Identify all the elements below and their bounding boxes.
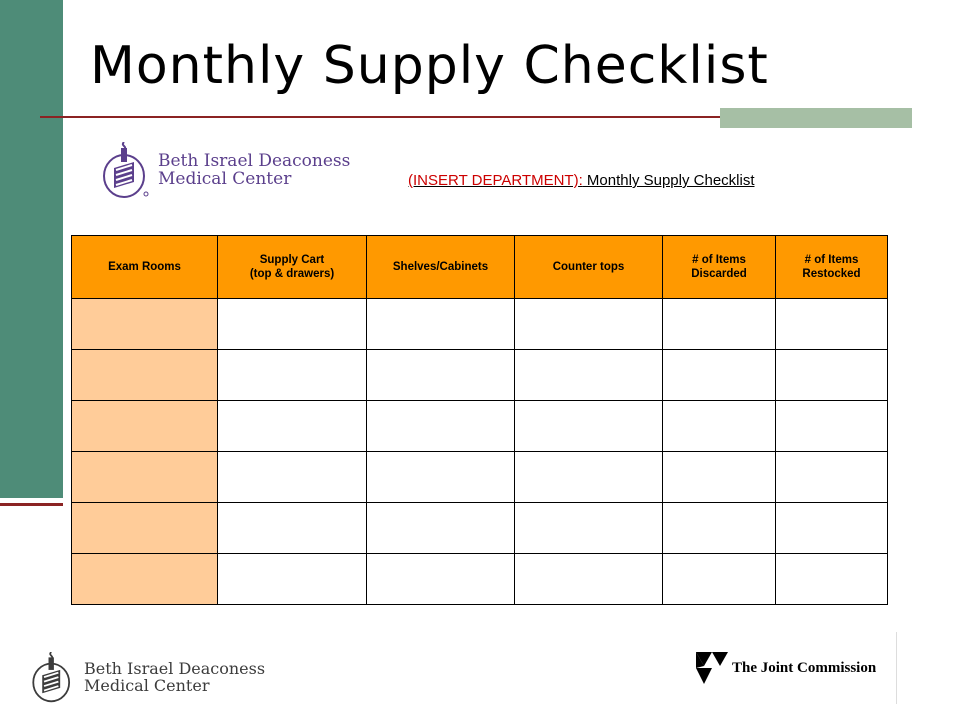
table-cell[interactable] xyxy=(72,554,218,605)
title-accent-block xyxy=(720,108,912,128)
table-cell[interactable] xyxy=(218,401,367,452)
table-cell[interactable] xyxy=(367,452,515,503)
table-cell[interactable] xyxy=(663,401,776,452)
department-separator: : xyxy=(578,172,583,189)
table-cell[interactable] xyxy=(515,299,663,350)
table-row xyxy=(72,401,888,452)
table-cell[interactable] xyxy=(218,350,367,401)
table-cell[interactable] xyxy=(776,299,888,350)
department-heading-text: Monthly Supply Checklist xyxy=(582,172,755,189)
table-row xyxy=(72,299,888,350)
table-header-row xyxy=(72,236,888,299)
header-exam-rooms: Exam Rooms xyxy=(72,236,218,299)
table-cell[interactable] xyxy=(515,350,663,401)
table-cell[interactable] xyxy=(663,452,776,503)
bidmc-logo-bottom xyxy=(28,652,265,704)
left-bar-rule xyxy=(0,503,63,506)
logo-line-1: Beth Israel Deaconess xyxy=(158,151,351,172)
table-row xyxy=(72,503,888,554)
table-cell[interactable] xyxy=(367,299,515,350)
table-cell[interactable] xyxy=(776,350,888,401)
page-title: Monthly Supply Checklist xyxy=(90,36,769,96)
left-accent-bar xyxy=(0,0,63,498)
bidmc-seal-icon xyxy=(28,652,78,704)
header-items-restocked: # of Items Restocked xyxy=(776,236,888,299)
table-cell[interactable] xyxy=(515,401,663,452)
bidmc-logo-top xyxy=(100,142,350,200)
table-cell[interactable] xyxy=(218,299,367,350)
table-cell[interactable] xyxy=(776,503,888,554)
checklist-table xyxy=(71,235,888,605)
table-cell[interactable] xyxy=(776,554,888,605)
table-cell[interactable] xyxy=(663,503,776,554)
table-cell[interactable] xyxy=(72,401,218,452)
table-cell[interactable] xyxy=(776,401,888,452)
logo-line-2: Medical Center xyxy=(158,169,292,189)
table-row xyxy=(72,554,888,605)
header-items-discarded: # of Items Discarded xyxy=(663,236,776,299)
table-cell[interactable] xyxy=(367,350,515,401)
bidmc-logo-text xyxy=(84,661,265,695)
table-cell[interactable] xyxy=(663,554,776,605)
table-cell[interactable] xyxy=(663,350,776,401)
table-cell[interactable] xyxy=(72,299,218,350)
table-cell[interactable] xyxy=(72,503,218,554)
table-cell[interactable] xyxy=(515,554,663,605)
table-row xyxy=(72,350,888,401)
table-cell[interactable] xyxy=(218,452,367,503)
table-cell[interactable] xyxy=(776,452,888,503)
table-cell[interactable] xyxy=(515,503,663,554)
department-heading xyxy=(408,172,755,189)
header-shelves-cabinets: Shelves/Cabinets xyxy=(367,236,515,299)
header-counter-tops: Counter tops xyxy=(515,236,663,299)
header-supply-cart: Supply Cart (top & drawers) xyxy=(218,236,367,299)
table-cell[interactable] xyxy=(515,452,663,503)
table-cell[interactable] xyxy=(218,503,367,554)
logo-line-1: Beth Israel Deaconess xyxy=(84,659,266,679)
table-cell[interactable] xyxy=(367,554,515,605)
bidmc-logo-text xyxy=(158,153,350,189)
joint-commission-mark-icon xyxy=(694,650,730,686)
table-cell[interactable] xyxy=(72,350,218,401)
bidmc-seal-icon xyxy=(100,142,152,200)
department-placeholder: (INSERT DEPARTMENT) xyxy=(408,172,579,189)
table-cell[interactable] xyxy=(72,452,218,503)
table-cell[interactable] xyxy=(663,299,776,350)
joint-commission-logo xyxy=(694,632,897,704)
logo-line-2: Medical Center xyxy=(84,676,210,695)
table-cell[interactable] xyxy=(367,401,515,452)
joint-commission-text: The Joint Commission xyxy=(732,659,877,676)
table-cell[interactable] xyxy=(218,554,367,605)
table-cell[interactable] xyxy=(367,503,515,554)
table-row xyxy=(72,452,888,503)
